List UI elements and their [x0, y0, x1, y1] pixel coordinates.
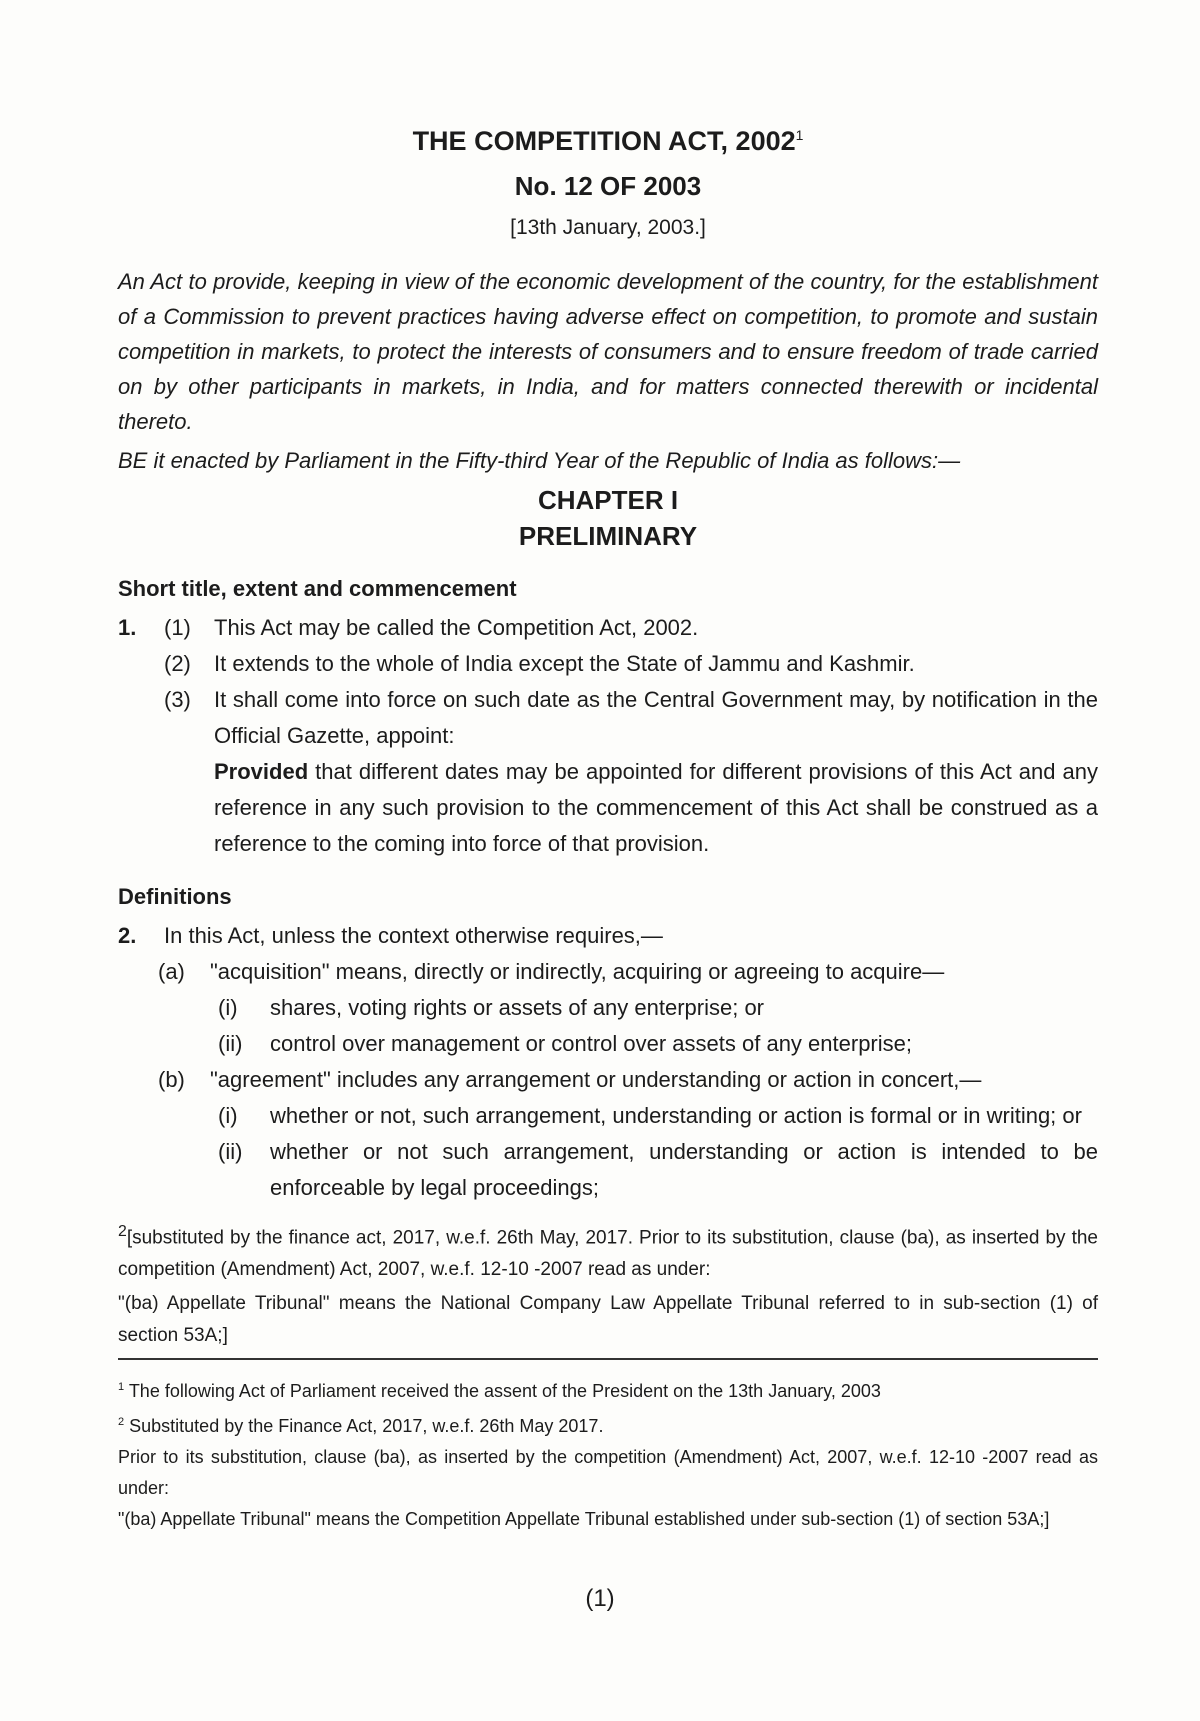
amendment-marker: 2 [118, 1223, 127, 1240]
proviso-lead: Provided [214, 759, 309, 784]
footnote-marker: 1 [118, 1381, 125, 1394]
clause-a-item-i [118, 990, 1098, 1026]
footnote-2 [118, 1407, 1098, 1442]
section-1-sub-2 [118, 646, 1098, 682]
amendment-quote: "(ba) Appellate Tribunal" means the National Company Law Appellate Tribunal referred to in sub-section (1) of section 53A;] [118, 1293, 1098, 1347]
sub-text: It extends to the whole of India except the State of Jammu and Kashmir. [214, 651, 915, 676]
footnote-divider [118, 1358, 1098, 1360]
item-label: (ii) [218, 1139, 243, 1164]
footnote-marker: 2 [118, 1416, 125, 1429]
sub-text: It shall come into force on such date as the Central Government may, by notification in the Official Gazette, appoint: [214, 687, 1098, 748]
clause-label: (b) [158, 1067, 185, 1092]
clause-a [118, 954, 1098, 990]
page-number: (1) [585, 1585, 615, 1612]
amendment-line-1: [substituted by the finance act, 2017, w.e.f. 26th May, 2017. Prior to its substitution, clause (ba), as inserted by the competition (Amendment) Act, 2007, w.e.f. 12-10 -2007 read as under: [118, 1227, 1098, 1281]
item-text: control over management or control over assets of any enterprise; [270, 1031, 912, 1056]
sub-label: (2) [164, 651, 191, 676]
act-title [118, 118, 1098, 158]
item-text: whether or not, such arrangement, understanding or action is formal or in writing; or [270, 1103, 1082, 1128]
clause-text: "agreement" includes any arrangement or understanding or action in concert,— [210, 1067, 982, 1092]
clause-b-item-ii [118, 1134, 1098, 1206]
item-label: (i) [218, 995, 238, 1020]
footnote-text: The following Act of Parliament received the assent of the President on the 13th January, 2003 [128, 1381, 881, 1402]
section-2-intro [118, 918, 1098, 954]
section-number: 1. [118, 615, 137, 640]
item-text: shares, voting rights or assets of any enterprise; or [270, 995, 765, 1020]
item-text: whether or not such arrangement, understanding or action is intended to be enforceable by legal proceedings; [270, 1139, 1098, 1200]
section-1-sub-3 [118, 682, 1098, 754]
enacting-clause: BE it enacted by Parliament in the Fifty-third Year of the Republic of India as follows:— [118, 448, 961, 473]
item-label: (i) [218, 1103, 238, 1128]
page-content [118, 118, 1098, 1535]
section-1-heading: Short title, extent and commencement [118, 576, 517, 601]
clause-text: "acquisition" means, directly or indirectly, acquiring or agreeing to acquire— [210, 959, 945, 984]
clause-label: (a) [158, 959, 185, 984]
sub-label: (1) [164, 615, 191, 640]
item-label: (ii) [218, 1031, 243, 1056]
clause-b [118, 1062, 1098, 1098]
chapter-name: PRELIMINARY [518, 521, 698, 551]
preamble: An Act to provide, keeping in view of the economic development of the country, for the establishment of a Commission to prevent practices having adverse effect on competition, to promote and sustain competition in markets, to protect the interests of consumers and to ensure freedom of trade carried on by other participants in markets, in India, and for matters connected therewith or incidental thereto. [118, 269, 1098, 434]
section-2-heading: Definitions [118, 884, 232, 909]
act-number: No. 12 OF 2003 [514, 171, 702, 201]
act-title-text: THE COMPETITION ACT, 2002 [412, 126, 796, 156]
section-1-sub-1 [118, 610, 1098, 646]
footnote-2-continued: Prior to its substitution, clause (ba), as inserted by the competition (Amendment) Act, 2007, w.e.f. 12-10 -2007 read as under: [118, 1447, 1098, 1499]
footnote-text: Substituted by the Finance Act, 2017, w.e.f. 26th May 2017. [129, 1416, 604, 1437]
footnote-1 [118, 1372, 1098, 1407]
act-date: [13th January, 2003.] [510, 216, 706, 239]
intro-text: In this Act, unless the context otherwise requires,— [164, 923, 663, 948]
proviso [118, 754, 1098, 862]
footnote-2-quote: "(ba) Appellate Tribunal" means the Competition Appellate Tribunal established under sub-section (1) of section 53A;] [118, 1509, 1050, 1530]
amendment-note [118, 1216, 1098, 1286]
clause-a-item-ii [118, 1026, 1098, 1062]
title-footnote-marker: 1 [795, 127, 804, 143]
sub-text: This Act may be called the Competition Act, 2002. [214, 615, 699, 640]
sub-label: (3) [164, 687, 191, 712]
chapter-label: CHAPTER I [537, 485, 679, 515]
section-number: 2. [118, 923, 137, 948]
proviso-text: that different dates may be appointed for different provisions of this Act and any reference in any such provision to the commencement of this Act shall be construed as a reference to the coming into force of that provision. [214, 759, 1098, 856]
clause-b-item-i [118, 1098, 1098, 1134]
